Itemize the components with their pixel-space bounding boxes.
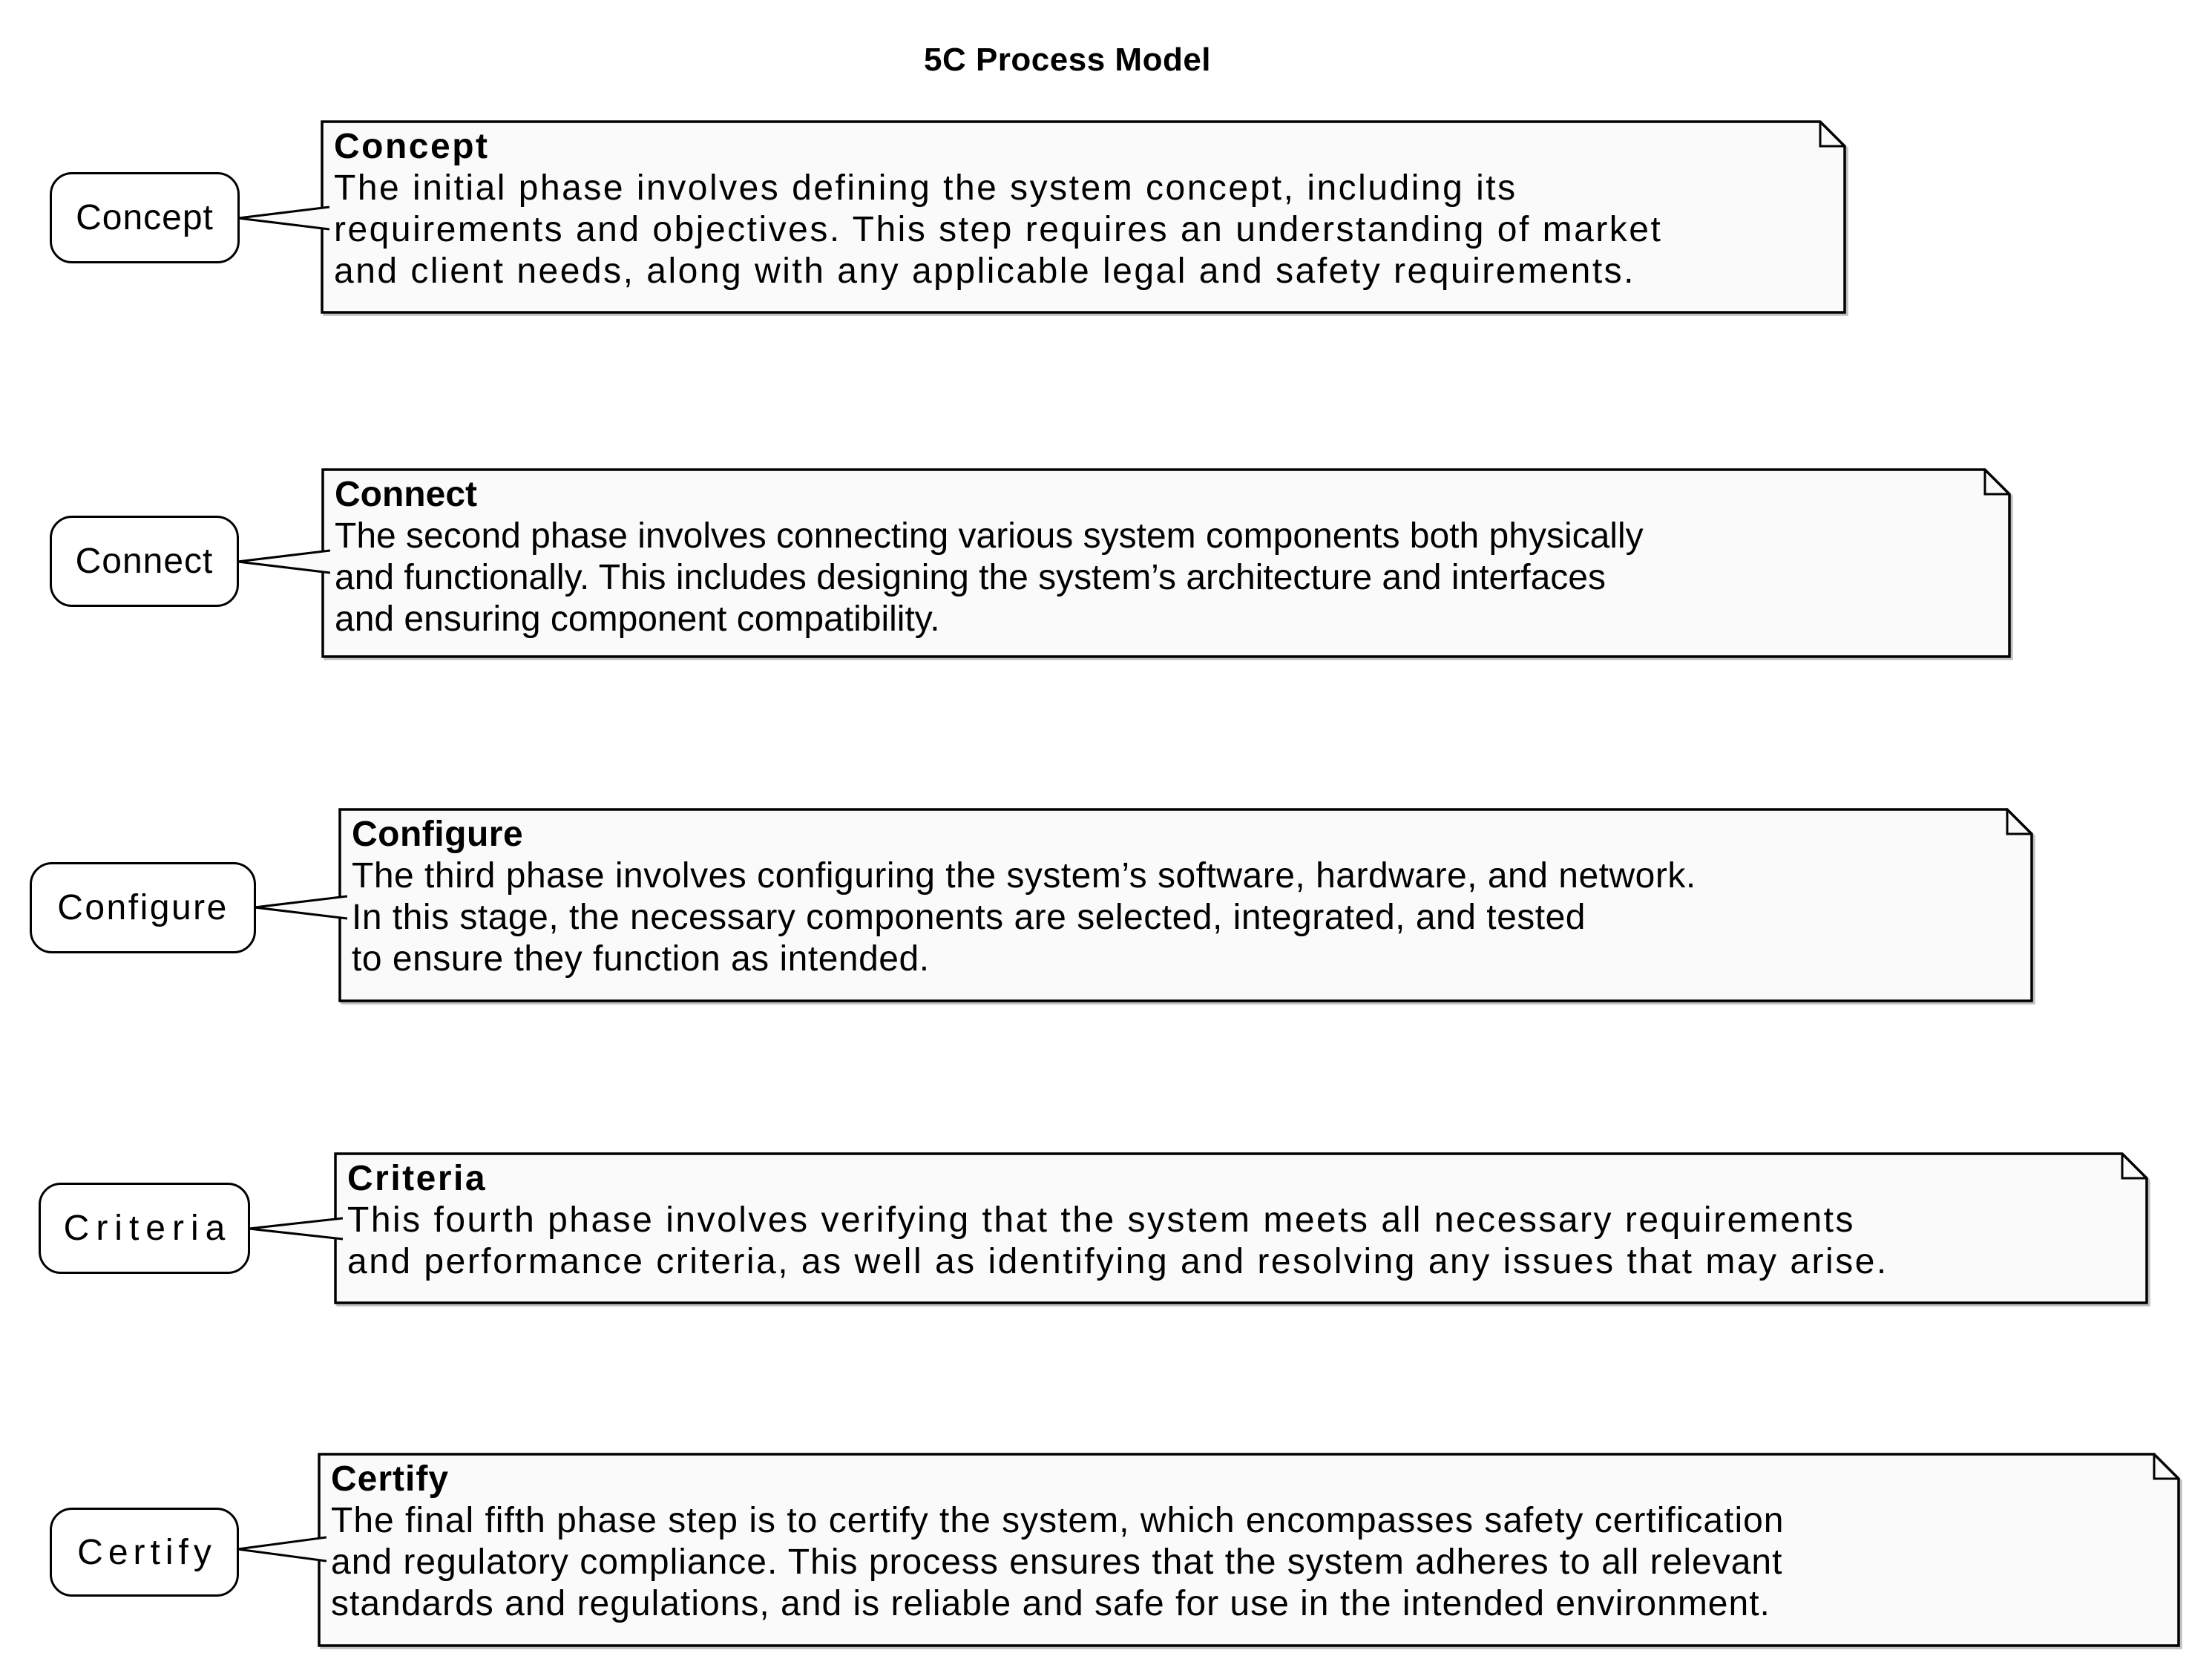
note-line: The second phase involves connecting various system components both physically [335,516,1644,556]
callout-connector [238,206,329,231]
callout-connector [237,549,330,574]
note-line: and performance criteria, as well as identifying and resolving any issues that may arise. [347,1242,1888,1281]
diagram-title: 5C Process Model [923,42,1212,78]
note-text [321,468,2011,658]
phase-node-label: Certify [77,1532,217,1572]
note-text [334,1152,2148,1304]
phase-node-label: Configure [57,888,229,927]
note-criteria [334,1152,2148,1304]
phase-node-label: Criteria [63,1209,232,1248]
note-line: The third phase involves configuring the system’s software, hardware, and network. [352,856,1696,896]
phase-node-label: Concept [76,198,214,237]
note-line: to ensure they function as intended. [352,939,930,979]
note-title: Criteria [347,1159,488,1198]
note-line: requirements and objectives. This step requires an understanding of market [334,210,1663,249]
callout-connector [249,1217,343,1241]
note-concept [321,120,1846,314]
phase-node-configure [30,862,256,953]
note-line: and regulatory compliance. This process ensures that the system adheres to all relevant [331,1542,1783,1582]
phase-node-concept [50,172,240,263]
callout-connector [237,1536,326,1563]
note-title: Connect [335,475,477,514]
note-line: and client needs, along with any applicable legal and safety requirements. [334,252,1635,291]
note-certify [318,1453,2180,1647]
phase-node-criteria [39,1183,250,1274]
note-line: In this stage, the necessary components are selected, integrated, and tested [352,898,1586,937]
note-title: Concept [334,127,490,166]
note-configure [338,808,2033,1002]
note-line: This fourth phase involves verifying that the system meets all necessary requirements [347,1200,1855,1240]
note-title: Certify [331,1459,450,1499]
note-line: standards and regulations, and is reliable and safe for use in the intended environment. [331,1584,1770,1623]
note-title: Configure [352,815,524,854]
note-line: and ensuring component compatibility. [335,599,940,639]
note-line: and functionally. This includes designing the system’s architecture and interfaces [335,558,1606,597]
phase-node-label: Connect [75,542,214,581]
note-line: The final fifth phase step is to certify the system, which encompasses safety certification [331,1501,1785,1540]
note-text [318,1453,2180,1647]
phase-node-connect [50,516,239,607]
phase-node-certify [50,1508,239,1597]
note-text [338,808,2033,1002]
note-line: The initial phase involves defining the system concept, including its [334,168,1517,208]
note-connect [321,468,2011,658]
callout-connector [255,895,347,920]
note-text [321,120,1846,314]
